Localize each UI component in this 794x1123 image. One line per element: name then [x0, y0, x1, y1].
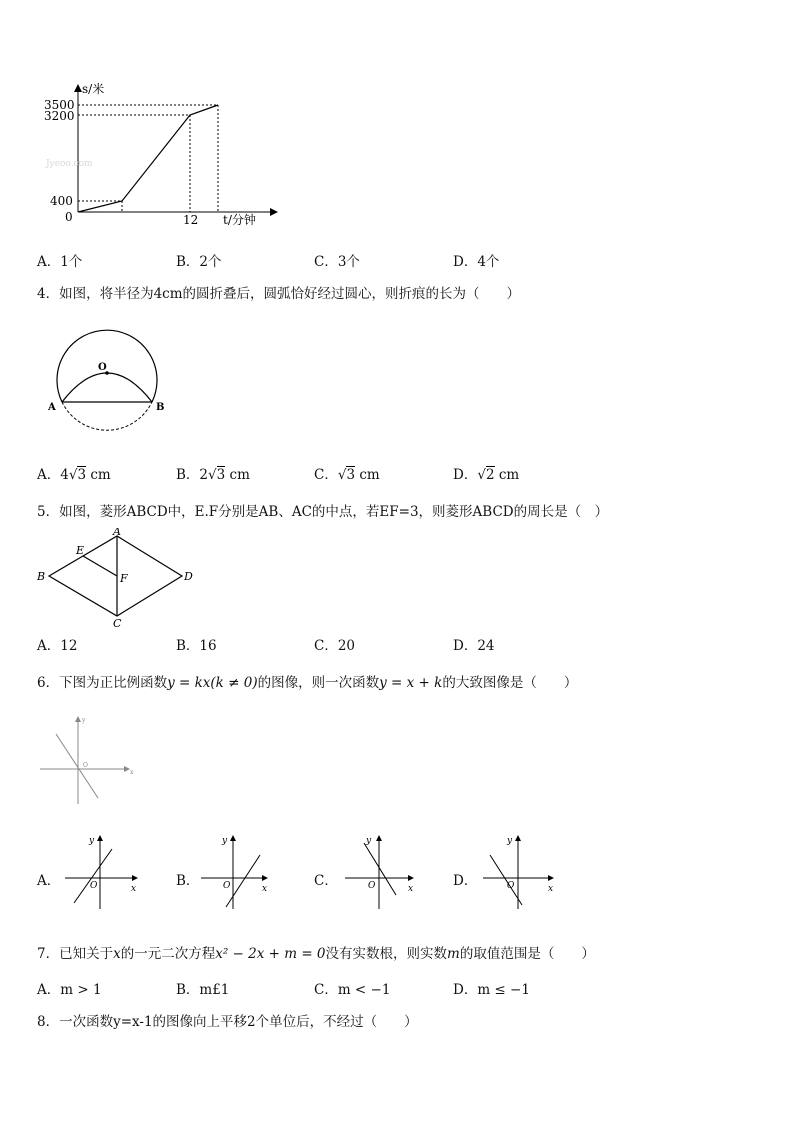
q6-option-b-graph[interactable] [196, 833, 281, 913]
sqrt-icon: √ [68, 467, 78, 483]
q4-option-d[interactable]: D．√2 cm [453, 467, 520, 483]
function-line [56, 734, 98, 798]
o-label: O [83, 762, 88, 769]
q3-option-c[interactable]: C．3个 [314, 254, 360, 270]
rhombus-abcd [49, 536, 182, 616]
label-a: A [113, 528, 121, 538]
q6-option-d-graph[interactable] [478, 833, 563, 913]
y-axis-arrow [74, 84, 82, 92]
y-tick-3500: 3500 [44, 98, 75, 112]
q7-stem: 7．已知关于x的一元二次方程x² − 2x + m = 0没有实数根，则实数m的取值范围是（ ） [37, 946, 595, 962]
q6-option-c-graph[interactable] [340, 833, 425, 913]
y-axis-arrow [515, 835, 521, 841]
q3-option-d[interactable]: D．4个 [453, 254, 500, 270]
y-axis-arrow [97, 835, 103, 841]
function-line [490, 855, 522, 905]
q8-stem: 8．一次函数y=x-1的图像向上平移2个单位后，不经过（ ） [37, 1014, 418, 1030]
function-line [74, 849, 112, 903]
label-a: A [48, 402, 56, 413]
q3-option-a[interactable]: A．1个 [37, 254, 83, 270]
x-axis-label: t/分钟 [223, 213, 256, 227]
circle-dashed-arc [62, 402, 152, 430]
y-axis-label: s/米 [82, 82, 105, 96]
label-e: E [76, 544, 85, 557]
q3-option-b[interactable]: B．2个 [176, 254, 222, 270]
q5-option-a[interactable]: A．12 [37, 638, 78, 654]
y-axis-arrow [376, 835, 382, 841]
y-axis-arrow [230, 835, 236, 841]
x-axis-arrow [132, 875, 138, 881]
q7-option-c[interactable]: C．m < −1 [314, 982, 391, 998]
x-axis-arrow [408, 875, 414, 881]
x-label: x [262, 884, 268, 894]
x-axis-arrow [262, 875, 268, 881]
rhombus-figure [34, 528, 204, 628]
y-label: y [89, 836, 95, 846]
o-label: O [507, 881, 515, 891]
folded-circle-figure [40, 318, 180, 436]
y-label: y [222, 836, 228, 846]
label-f: F [120, 572, 128, 585]
x-tick-12: 12 [183, 213, 199, 227]
q7-option-d[interactable]: D．m ≤ −1 [453, 982, 530, 998]
x-axis-arrow [548, 875, 554, 881]
x-label: x [130, 769, 134, 776]
label-d: D [184, 570, 193, 583]
label-c: C [113, 617, 122, 628]
x-label: x [548, 884, 554, 894]
q5-option-d[interactable]: D．24 [453, 638, 495, 654]
x-label: x [131, 884, 137, 894]
q4-option-c[interactable]: C．√3 cm [314, 467, 380, 483]
q5-option-b[interactable]: B．16 [176, 638, 217, 654]
q5-option-c[interactable]: C．20 [314, 638, 356, 654]
o-label: O [90, 881, 98, 891]
x-label: x [408, 884, 414, 894]
q7-option-b[interactable]: B．m£1 [176, 982, 230, 998]
q4-stem: 4．如图，将半径为4cm的圆折叠后，圆弧恰好经过圆心，则折痕的长为（ ） [37, 286, 521, 302]
label-b: B [156, 402, 165, 413]
o-label: O [223, 881, 231, 891]
q6-stem: 6．下图为正比例函数y = kx(k ≠ 0)的图像，则一次函数y = x + k的大致图像是（ ） [37, 675, 578, 691]
sqrt-icon: √ [208, 467, 217, 483]
o-label: O [368, 881, 376, 891]
function-line [226, 855, 260, 907]
sqrt-icon: √ [337, 467, 347, 483]
q4-option-a[interactable]: A．4√3 cm [37, 467, 111, 483]
y-axis-arrow [75, 716, 81, 722]
y-label: y [366, 836, 372, 846]
sqrt-icon: √ [477, 467, 486, 483]
distance-line [78, 105, 218, 212]
label-o: O [98, 362, 107, 373]
segment-ef [83, 556, 117, 576]
proportional-function-graph [38, 712, 138, 808]
q6-option-d-label[interactable]: D． [453, 873, 478, 889]
x-axis-arrow [270, 208, 278, 216]
y-label: y [507, 836, 513, 846]
y-tick-3200: 3200 [44, 109, 75, 123]
watermark: Jyeoo.com [46, 159, 93, 169]
q7-option-a[interactable]: A．m > 1 [37, 982, 102, 998]
folded-arc [62, 373, 152, 402]
q6-option-b-label[interactable]: B． [176, 873, 200, 889]
y-tick-0: 0 [65, 210, 73, 224]
q6-option-c-label[interactable]: C． [314, 873, 338, 889]
q6-option-a-graph[interactable] [60, 833, 145, 913]
y-label: y [82, 717, 86, 724]
q5-stem: 5．如图，菱形ABCD中，E.F分别是AB、AC的中点，若EF=3，则菱形ABCD的周长是（ ） [37, 504, 609, 520]
q4-option-b[interactable]: B．2√3 cm [176, 467, 250, 483]
distance-time-graph [30, 80, 280, 235]
label-b: B [37, 570, 46, 583]
q6-option-a-label[interactable]: A． [37, 873, 61, 889]
y-tick-400: 400 [50, 194, 73, 208]
